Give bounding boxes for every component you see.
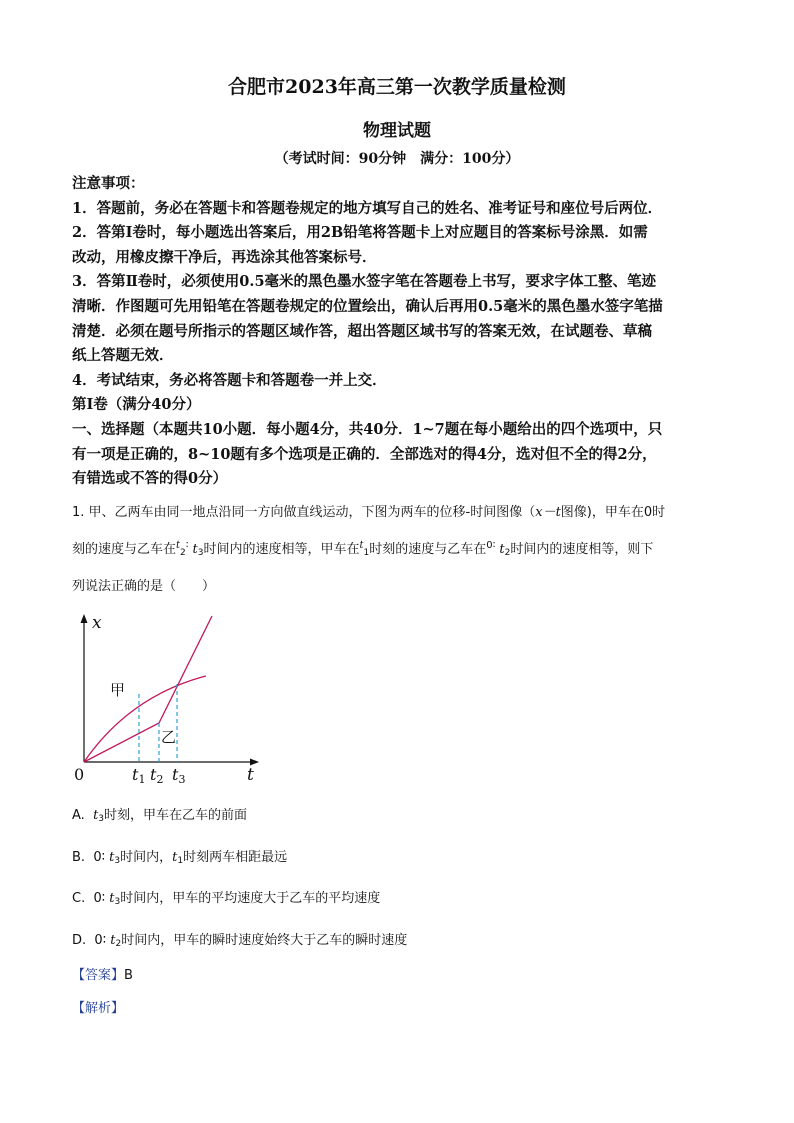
y-axis-arrow	[81, 614, 88, 623]
question-1-line-1: 1. 甲、乙两车由同一地点沿同一方向做直线运动，下图为两车的位移-时间图像（x－t图像)，甲车在0时	[72, 505, 666, 520]
xt-graph	[70, 612, 270, 787]
origin-label: 0	[74, 765, 85, 784]
option-b: B. 0∶ $t_3$时间内，$t_1$时刻两车相距最远	[72, 850, 288, 866]
note-item-3-cont: 清楚．必须在题号所指示的答题区域作答，超出答题区域书写的答案无效，在试题卷、草稿	[72, 322, 652, 340]
option-c: C. 0∶ $t_3$时间内，甲车的平均速度大于乙车的平均速度	[72, 891, 381, 907]
analysis-label: 【解析】	[72, 1001, 125, 1016]
answer-label: 【答案】	[72, 968, 125, 983]
section-intro: 一、选择题（本题共10小题．每小题4分，共40分．1~7题在每小题给出的四个选项中，只	[72, 420, 663, 438]
note-item-1: 1．答题前，务必在答题卡和答题卷规定的地方填写自己的姓名、准考证号和座位号后两位．	[72, 199, 663, 217]
exam-info: （考试时间：90分钟 满分：100分）	[274, 151, 520, 167]
option-d: D. 0∶ $t_2$时间内，甲车的瞬时速度始终大于乙车的瞬时速度	[72, 933, 408, 949]
section-intro-cont: 有错选或不答的得0分）	[72, 470, 228, 488]
note-item-4: 4．考试结束，务必将答题卡和答题卷一并上交．	[72, 371, 387, 389]
note-item-2: 2．答第Ⅰ卷时，每小题选出答案后，用2B铅笔将答题卡上对应题目的答案标号涂黑．如需	[72, 224, 648, 242]
y-axis-label: x	[92, 613, 102, 633]
answer-value: B	[124, 968, 133, 983]
analysis-line	[72, 997, 124, 1016]
subject-title: 物理试题	[363, 121, 431, 141]
note-item-3-cont: 清晰．作图题可先用铅笔在答题卷规定的位置绘出，确认后再用0.5毫米的黑色墨水签字笔描	[72, 297, 663, 315]
question-1-line-2: 刻的速度与乙车在$^t_2$∶ $t_3$时间内的速度相等，甲车在$^t_1$时刻的速度与乙车在$^{0∶}$ $t_2$时间内的速度相等，则下	[72, 540, 654, 558]
answer-line	[72, 964, 133, 983]
part1-heading: 第Ⅰ卷（满分40分）	[72, 396, 201, 414]
tick-label-t3: t3	[172, 765, 186, 786]
option-a: A. $t_3$时刻，甲车在乙车的前面	[72, 808, 248, 824]
note-item-3: 3．答第Ⅱ卷时，必须使用0.5毫米的黑色墨水签字笔在答题卷上书写，要求字体工整、笔迹	[72, 273, 657, 291]
x-axis-label: t	[247, 765, 254, 785]
question-1-stem	[72, 496, 732, 603]
series-yi-label: 乙	[161, 728, 177, 746]
series-jia-label: 甲	[110, 681, 126, 699]
note-item-3-cont: 纸上答题无效．	[72, 347, 174, 365]
notes-section	[72, 172, 732, 492]
section-intro-cont: 有一项是正确的，8~10题有多个选项是正确的．全部选对的得4分，选对但不全的得2分，	[72, 445, 657, 463]
page-title: 合肥市2023年高三第一次教学质量检测	[228, 76, 566, 98]
series-jia-curve	[84, 676, 206, 762]
tick-label-t1: t1	[132, 765, 146, 786]
notes-heading: 注意事项：	[72, 175, 145, 192]
question-1-line-3: 列说法正确的是（ ）	[72, 579, 216, 594]
note-item-2-cont: 改动，用橡皮擦干净后，再选涂其他答案标号．	[72, 248, 377, 266]
series-yi-line	[84, 616, 212, 762]
tick-label-t2: t2	[150, 765, 164, 786]
